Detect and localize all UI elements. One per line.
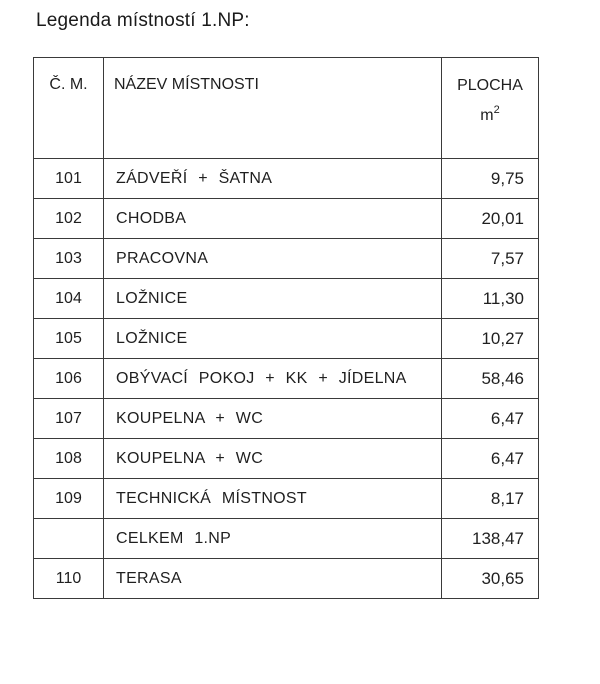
room-name: KOUPELNA + WC — [104, 399, 442, 439]
header-area — [442, 58, 539, 159]
room-area: 6,47 — [442, 399, 539, 439]
table-row — [34, 199, 539, 239]
room-name: ZÁDVEŘÍ + ŠATNA — [104, 159, 442, 199]
room-number: 105 — [34, 319, 104, 359]
header-room-number: Č. M. — [34, 58, 104, 159]
room-area: 6,47 — [442, 439, 539, 479]
table-row — [34, 359, 539, 399]
table-row — [34, 279, 539, 319]
table-row — [34, 319, 539, 359]
room-legend-table — [33, 57, 539, 599]
room-area: 10,27 — [442, 319, 539, 359]
room-area: 20,01 — [442, 199, 539, 239]
room-name: KOUPELNA + WC — [104, 439, 442, 479]
unit-base: m — [480, 107, 494, 124]
total-number-cell — [34, 519, 104, 559]
total-row — [34, 519, 539, 559]
room-number: 109 — [34, 479, 104, 519]
terrace-row — [34, 559, 539, 599]
header-area-unit — [442, 98, 538, 128]
total-label: CELKEM 1.NP — [104, 519, 442, 559]
room-number: 104 — [34, 279, 104, 319]
total-area: 138,47 — [442, 519, 539, 559]
table-row — [34, 479, 539, 519]
header-room-name: NÁZEV MÍSTNOSTI — [104, 58, 442, 159]
terrace-area: 30,65 — [442, 559, 539, 599]
room-name: LOŽNICE — [104, 319, 442, 359]
room-area: 7,57 — [442, 239, 539, 279]
table-row — [34, 239, 539, 279]
room-area: 58,46 — [442, 359, 539, 399]
room-name: OBÝVACÍ POKOJ + KK + JÍDELNA — [104, 359, 442, 399]
terrace-name: TERASA — [104, 559, 442, 599]
room-name: PRACOVNA — [104, 239, 442, 279]
room-area: 9,75 — [442, 159, 539, 199]
room-area: 8,17 — [442, 479, 539, 519]
room-number: 101 — [34, 159, 104, 199]
room-number: 106 — [34, 359, 104, 399]
table-header-row — [34, 58, 539, 159]
room-number: 103 — [34, 239, 104, 279]
unit-exponent: 2 — [493, 104, 500, 116]
table-row — [34, 159, 539, 199]
room-number: 108 — [34, 439, 104, 479]
room-name: TECHNICKÁ MÍSTNOST — [104, 479, 442, 519]
room-number: 107 — [34, 399, 104, 439]
room-number: 102 — [34, 199, 104, 239]
table-row — [34, 399, 539, 439]
header-area-label: PLOCHA — [457, 77, 523, 94]
page-title: Legenda místností 1.NP: — [36, 10, 250, 31]
room-name: LOŽNICE — [104, 279, 442, 319]
terrace-number: 110 — [34, 559, 104, 599]
room-area: 11,30 — [442, 279, 539, 319]
room-name: CHODBA — [104, 199, 442, 239]
table-row — [34, 439, 539, 479]
